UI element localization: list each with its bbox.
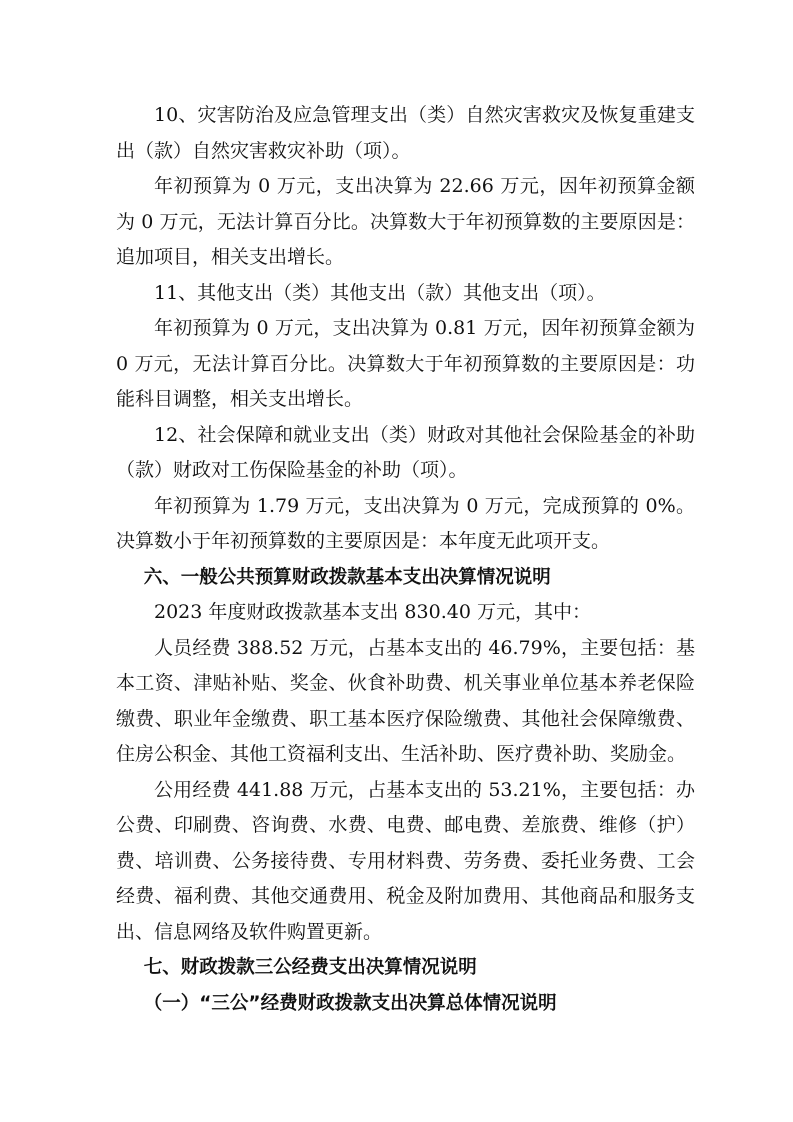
paragraph-item-10-detail: 年初预算为 0 万元，支出决算为 22.66 万元，因年初预算金额为 0 万元，无法计算百分比。决算数大于年初预算数的主要原因是：追加项目，相关支出增长。	[116, 175, 695, 268]
document-body	[116, 98, 695, 1021]
paragraph-item-11-detail: 年初预算为 0 万元，支出决算为 0.81 万元，因年初预算金额为 0 万元，无法计算百分比。决算数大于年初预算数的主要原因是：功能科目调整，相关支出增长。	[116, 317, 695, 410]
paragraph-public-expense: 公用经费 441.88 万元，占基本支出的 53.21%，主要包括：办公费、印刷费、咨询费、水费、电费、邮电费、差旅费、维修（护）费、培训费、公务接待费、专用材料费、劳务费、委托业务费、工会经费、福利费、其他交通费用、税金及附加费用、其他商品和服务支出、信息网络及软件购置更新。	[116, 778, 695, 943]
paragraph-item-12-title: 12、社会保障和就业支出（类）财政对其他社会保险基金的补助（款）财政对工伤保险基金的补助（项）。	[116, 423, 695, 481]
paragraph-item-11-title: 11、其他支出（类）其他支出（款）其他支出（项）。	[154, 281, 606, 304]
subsection-heading-one: （一）“三公”经费财政拨款支出决算总体情况说明	[143, 992, 557, 1014]
paragraph-item-10-title: 10、灾害防治及应急管理支出（类）自然灾害救灾及恢复重建支出（款）自然灾害救灾补助（项）。	[116, 104, 695, 162]
paragraph-personnel-expense: 人员经费 388.52 万元，占基本支出的 46.79%，主要包括：基本工资、津贴补贴、奖金、伙食补助费、机关事业单位基本养老保险缴费、职业年金缴费、职工基本医疗保险缴费、其他社会保障缴费、住房公积金、其他工资福利支出、生活补助、医疗费补助、奖励金。	[116, 636, 695, 765]
paragraph-basic-expense-total: 2023 年度财政拨款基本支出 830.40 万元，其中：	[154, 601, 591, 623]
section-heading-six: 六、一般公共预算财政拨款基本支出决算情况说明	[143, 566, 551, 588]
section-heading-seven: 七、财政拨款三公经费支出决算情况说明	[143, 957, 477, 978]
paragraph-item-12-detail: 年初预算为 1.79 万元，支出决算为 0 万元，完成预算的 0%。决算数小于年初预算数的主要原因是：本年度无此项开支。	[116, 494, 695, 552]
